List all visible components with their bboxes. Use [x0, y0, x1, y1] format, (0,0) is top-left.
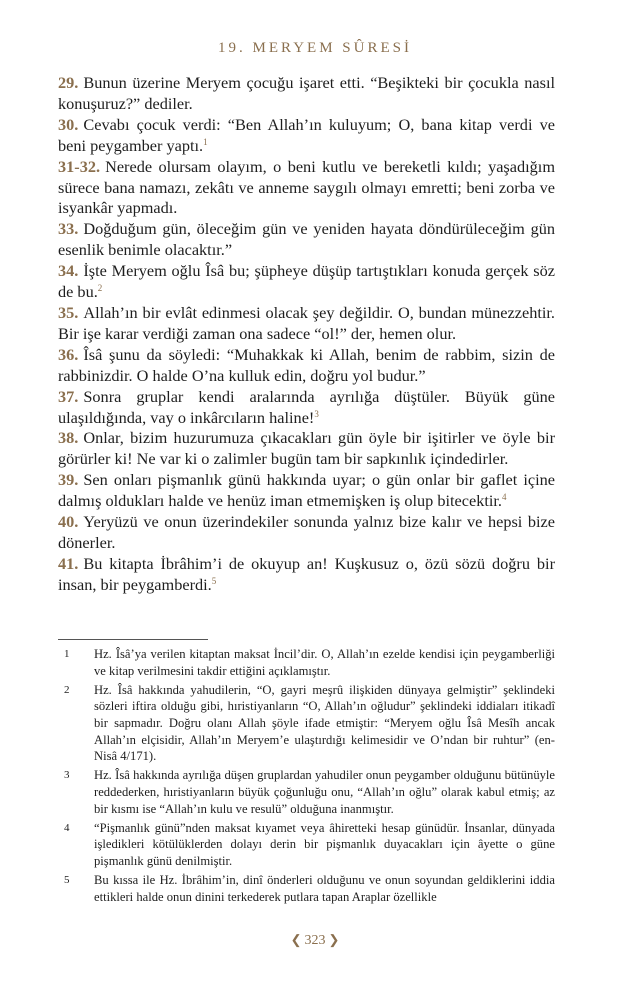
- footnote-text: Bu kıssa ile Hz. İbrâhim’in, dinî önderleri olduğunu ve onun soyundan geldiklerini iddia ettikleri halde onun dinini terkederek putlara tapan Araplar özellikle: [94, 872, 555, 904]
- footnote-text: Hz. Îsâ’ya verilen kitaptan maksat İncil’dir. O, Allah’ın ezelde kendisi için peygamberliği ve kitap verilmesini takdir ettiğini açıklamıştır.: [94, 647, 555, 678]
- footnote-5: [58, 872, 555, 905]
- footnote-2: [58, 682, 555, 766]
- footnote-number: 3: [64, 769, 70, 782]
- footnote-text: “Pişmanlık günü”nden maksat kıyamet veya âhiretteki hesap günüdür. İnsanlar, dünyada işledikleri kötülüklerden dolayı derin bir pişmanlık duyacakları için âyette o güne pişmanlık günü denilmiştir.: [94, 820, 555, 868]
- verse-number: 29.: [58, 73, 79, 92]
- page-number-value: 323: [304, 933, 326, 948]
- footnote-text: Hz. Îsâ hakkında yahudilerin, “O, gayri meşrû ilişkiden dünyaya gelmiştir” şeklindeki sözleri iftira olduğu gibi, hıristiyanların “O, Allah’ın oğludur” şeklindeki iddiaları itikadî bir sapmadır. Doğru olanı Allah şöyle ifade etmiştir: “Meryem oğlu Îsâ Mesîh ancak Allah’ın elçisidir, Allah’ın Meryem’e ulaştırdığı kelimesidir ve O’ndan bir ruhtur” (en-Nisâ 4/171).: [94, 682, 555, 764]
- footnote-divider: [58, 639, 208, 640]
- verse-number: 36.: [58, 344, 79, 364]
- verse-number: 35.: [58, 302, 79, 322]
- footnote-ref[interactable]: 2: [97, 283, 103, 294]
- footnote-number: 2: [64, 683, 70, 696]
- page-header: 19. MERYEM SÛRESİ: [218, 40, 412, 56]
- footnote-list: [58, 646, 555, 907]
- verse-number: 39.: [58, 470, 79, 490]
- verse-number: 40.: [58, 512, 79, 532]
- footnote-ref[interactable]: 1: [203, 136, 208, 147]
- verse-41: [58, 554, 555, 596]
- verse-33: [58, 219, 555, 261]
- footnote-1: [58, 646, 555, 679]
- verse-number: 41.: [58, 553, 79, 573]
- page-number: [0, 932, 630, 949]
- footnote-3: [58, 767, 555, 817]
- verse-number: 31-32.: [58, 156, 101, 176]
- verse-text: Îsâ şunu da söyledi: “Muhakkak ki Allah, benim de rabbim, sizin de rabbinizdir. O halde O’na kulluk edin, doğru yol budur.”: [58, 344, 555, 385]
- verse-text: Onlar, bizim huzurumuza çıkacakları gün öyle bir işitirler ve öyle bir görürler ki! Ne var ki o zalimler bugün tam bir sapkınlık içindedirler.: [58, 428, 555, 469]
- verse-36: [58, 345, 555, 387]
- verse-text: Yeryüzü ve onun üzerindekiler sonunda yalnız bize kalır ve hepsi bize dönerler.: [58, 512, 555, 552]
- verse-text: Nerede olursam olayım, o beni kutlu ve bereketli kıldı; yaşadığım sürece bana namazı, zekâtı ve anneme saygılı olmayı emretti; beni zorba ve isyankâr yapmadı.: [58, 156, 555, 218]
- verse-29: [58, 73, 555, 115]
- verse-text: İşte Meryem oğlu Îsâ bu; şüpheye düşüp tartıştıkları konuda gerçek söz de bu.: [58, 261, 555, 302]
- footnote-number: 1: [64, 648, 70, 660]
- ornament-left-icon: ❮: [290, 932, 302, 947]
- verse-text: Cevabı çocuk verdi: “Ben Allah’ın kuluyum; O, bana kitap verdi ve beni peygamber yaptı.: [58, 114, 555, 155]
- verse-number: 33.: [58, 219, 79, 239]
- verse-text: Allah’ın bir evlât edinmesi olacak şey değildir. O, bundan münezzehtir. Bir işe karar verdiği zaman ona sadece “ol!” der, hemen olur.: [58, 302, 555, 343]
- verse-31-32: [58, 157, 555, 220]
- verse-number: 38.: [58, 428, 79, 448]
- verse-number: 37.: [58, 386, 79, 406]
- footnote-number: 5: [64, 873, 70, 886]
- footnote-ref[interactable]: 5: [211, 575, 217, 586]
- footnote-ref[interactable]: 3: [314, 408, 319, 419]
- verse-text: Bu kitapta İbrâhim’i de okuyup an! Kuşkusuz o, özü sözü doğru bir insan, bir peygamberdi.: [58, 553, 555, 594]
- verse-text: Sen onları pişmanlık günü hakkında uyar; o gün onlar bir gaflet içine dalmış oldukları halde ve henüz iman etmemişken iş olup bitecektir.: [58, 470, 555, 511]
- footnote-text: Hz. Îsâ hakkında ayrılığa düşen gruplardan yahudiler onun peygamber olduğunu bütünüyle reddederken, hıristiyanların büyük çoğunluğu onu, “Allah’ın oğlu” olarak kabul etmiş; az bir kısmı ise “Allah’ın kulu ve resulü” olduğuna inanmıştır.: [94, 768, 555, 816]
- verse-text: Bunun üzerine Meryem çocuğu işaret etti. “Beşikteki bir çocukla nasıl konuşuruz?” dediler.: [58, 73, 555, 113]
- footnote-4: [58, 820, 555, 870]
- verse-text: Sonra gruplar kendi aralarında ayrılığa düştüler. Büyük güne ulaşıldığında, vay o inkârcıların haline!: [58, 386, 555, 427]
- verse-38: [58, 428, 555, 470]
- verse-number: 34.: [58, 261, 79, 281]
- verse-40: [58, 512, 555, 554]
- verse-list: [58, 73, 555, 596]
- verse-34: [58, 261, 555, 303]
- verse-39: [58, 470, 555, 512]
- verse-number: 30.: [58, 114, 79, 134]
- footnote-number: 4: [64, 821, 70, 834]
- verse-30: [58, 115, 555, 157]
- footnote-ref[interactable]: 4: [502, 492, 507, 503]
- ornament-right-icon: ❯: [328, 932, 340, 947]
- verse-text: Doğduğum gün, öleceğim gün ve yeniden hayata döndürüleceğim gün esenlik benimle olacaktır.”: [58, 219, 555, 260]
- verse-35: [58, 303, 555, 345]
- verse-37: [58, 387, 555, 429]
